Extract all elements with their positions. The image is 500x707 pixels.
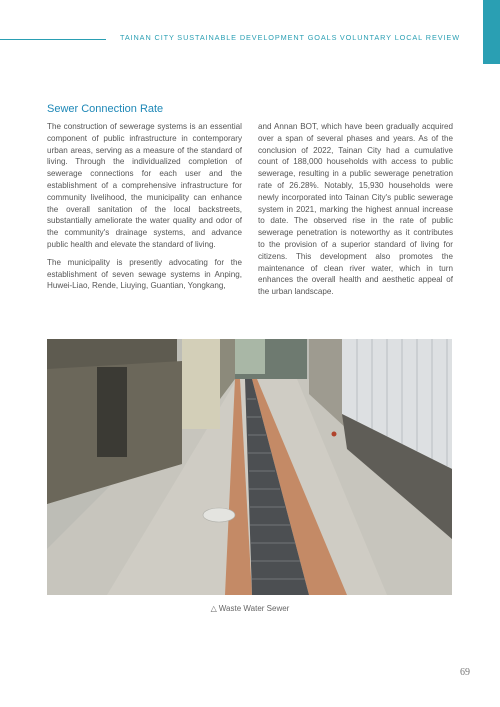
paragraph: The construction of sewerage systems is an essential component of public infrastructure in contemporary urban areas, serving as a measure of the standard of living. Through the individualized completion of sewerage connections for each user and the establishment of a comprehensive infrastructure for community livelihood, the municipality can enhance the overall sanitation of the local backstreets, substantially ameliorate the water quality and odor of the community's drainage systems, and advance public health and elevate the standard of living. (47, 122, 242, 249)
header-rule (0, 39, 106, 40)
text-column-right (258, 121, 453, 304)
section-title: Sewer Connection Rate (47, 103, 164, 115)
corner-tab (483, 0, 500, 64)
sewer-photo (47, 339, 452, 595)
header-city: TAINAN CITY (120, 33, 175, 42)
header-sdg: SUSTAINABLE DEVELOPMENT GOALS (177, 33, 338, 42)
paragraph: and Annan BOT, which have been gradually acquired over a span of several phases and years. As of the conclusion of 2022, Tainan City had a cumulative count of 188,000 households with access to public sewerage, resulting in a public sewerage penetration rate of 26.28%. Notably, 15,930 households were newly incorporated into Tainan City's public sewerage system in 2021, marking the highest annual increase to date. The observed rise in the rate of public sewerage penetration is noteworthy as it contributes to the provision of a superior standard of living for citizens. This development also promotes the maintenance of clean river water, which in turn enhances the overall health and aesthetic appeal of the urban landscape. (258, 122, 453, 297)
triangle-icon: △ (210, 604, 217, 613)
paragraph: The municipality is presently advocating for the establishment of seven sewage systems in Anping, Huwei-Liao, Rende, Liuying, Guantian, Yongkang, (47, 257, 242, 291)
alley-illustration (47, 339, 452, 595)
running-header (120, 33, 460, 42)
page-number: 69 (460, 667, 470, 678)
header-vlr: VOLUNTARY LOCAL REVIEW (339, 33, 460, 42)
caption-text: Waste Water Sewer (218, 604, 290, 613)
figure-caption (0, 604, 500, 613)
text-column-left (47, 121, 242, 298)
